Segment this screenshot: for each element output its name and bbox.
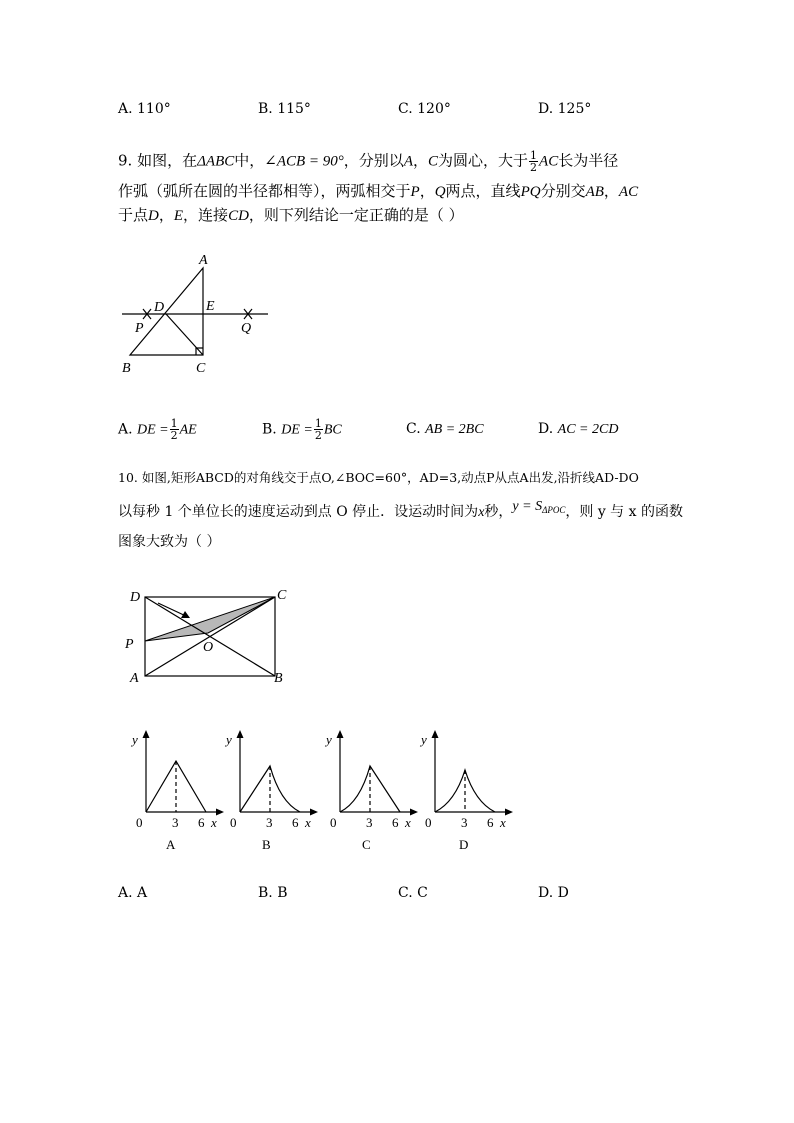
q8-option-b[interactable]: B. 115° [258,101,311,117]
tick-6: 6 [487,815,494,830]
graph-d [417,728,517,853]
q10-option-a[interactable]: A. A [118,885,148,901]
y-arrow-icon [432,730,439,738]
graph-caption: A [166,837,176,852]
label-d: D [130,590,141,605]
q10-rectangle-figure [120,585,300,690]
q10-line-3: 图象大致为（ ） [118,534,221,550]
q9-option-b[interactable]: B. DE = $\frac{1}{2}$ BC [262,417,342,442]
x-arrow-icon [505,809,513,816]
x-label: x [305,815,311,830]
q10-option-d[interactable]: D. D [538,885,569,901]
y-label: y [421,732,427,747]
y-arrow-icon [143,730,150,738]
q9-option-a[interactable]: A. DE = $\frac{1}{2}$ AE [118,417,197,442]
q9-option-c[interactable]: C. AB = 2BC [406,421,484,437]
label-c: C [196,361,206,376]
segment-cd [166,314,203,355]
graph-caption: C [362,837,371,852]
y-label: y [132,732,138,747]
q10-option-b[interactable]: B. B [258,885,288,901]
x-label: x [500,815,506,830]
tick-6: 6 [292,815,299,830]
tick-6: 6 [392,815,399,830]
origin-label: 0 [230,815,237,830]
label-d: D [154,300,165,315]
shaded-triangle-poc [145,597,275,641]
label-o: O [203,640,214,655]
q9-triangle-figure [110,248,280,378]
tick-6: 6 [198,815,205,830]
label-b: B [274,671,283,686]
tick-3: 3 [366,815,373,830]
fraction-half: $\frac{1}{2}$ [530,149,538,174]
graph-caption: B [262,837,271,852]
label-b: B [122,361,131,376]
tick-3: 3 [461,815,468,830]
label-e: E [206,299,215,314]
label-q: Q [241,321,252,336]
q10-line-1: 10. 如图,矩形ABCD的对角线交于点O,∠BOC=60°，AD=3,动点P从点A出发,沿折线AD-DO [118,470,639,485]
tick-3: 3 [172,815,179,830]
origin-label: 0 [136,815,143,830]
q10-option-c[interactable]: C. C [398,885,428,901]
q10-line-2: 以每秒 1 个单位长的速度运动到点 O 停止．设运动时间为x秒，$y = S_{\Delta POC}$，则 y 与 x 的函数 [118,499,683,520]
graph-c [322,728,422,853]
origin-label: 0 [330,815,337,830]
triangle-abc [130,268,203,355]
label-p: P [125,637,134,652]
x-label: x [405,815,411,830]
q9-line-3: 于点D，E，连接CD，则下列结论一定正确的是（ ） [118,206,464,224]
graph-a [128,728,228,853]
y-arrow-icon [237,730,244,738]
graph-caption: D [459,837,469,852]
q8-option-c[interactable]: C. 120° [398,101,451,117]
q8-option-d[interactable]: D. 125° [538,101,592,117]
y-label: y [226,732,232,747]
q8-option-a[interactable]: A. 110° [118,101,171,117]
q9-line-1: 9. 如图，在ΔABC中，∠ACB = 90°，分别以A，C为圆心，大于 $\frac{1}{2}$ AC长为半径 [118,149,619,174]
label-a: A [130,671,139,686]
origin-label: 0 [425,815,432,830]
label-a: A [199,253,208,268]
x-label: x [211,815,217,830]
q9-line-2: 作弧（弧所在圆的半径都相等），两弧相交于P，Q两点，直线PQ分别交AB，AC [118,182,639,200]
tick-3: 3 [266,815,273,830]
x-arrow-icon [310,809,318,816]
q9-option-d[interactable]: D. AC = 2CD [538,421,619,437]
label-c: C [277,588,287,603]
label-p: P [135,321,144,336]
y-arrow-icon [337,730,344,738]
y-label: y [326,732,332,747]
graph-b [222,728,322,853]
